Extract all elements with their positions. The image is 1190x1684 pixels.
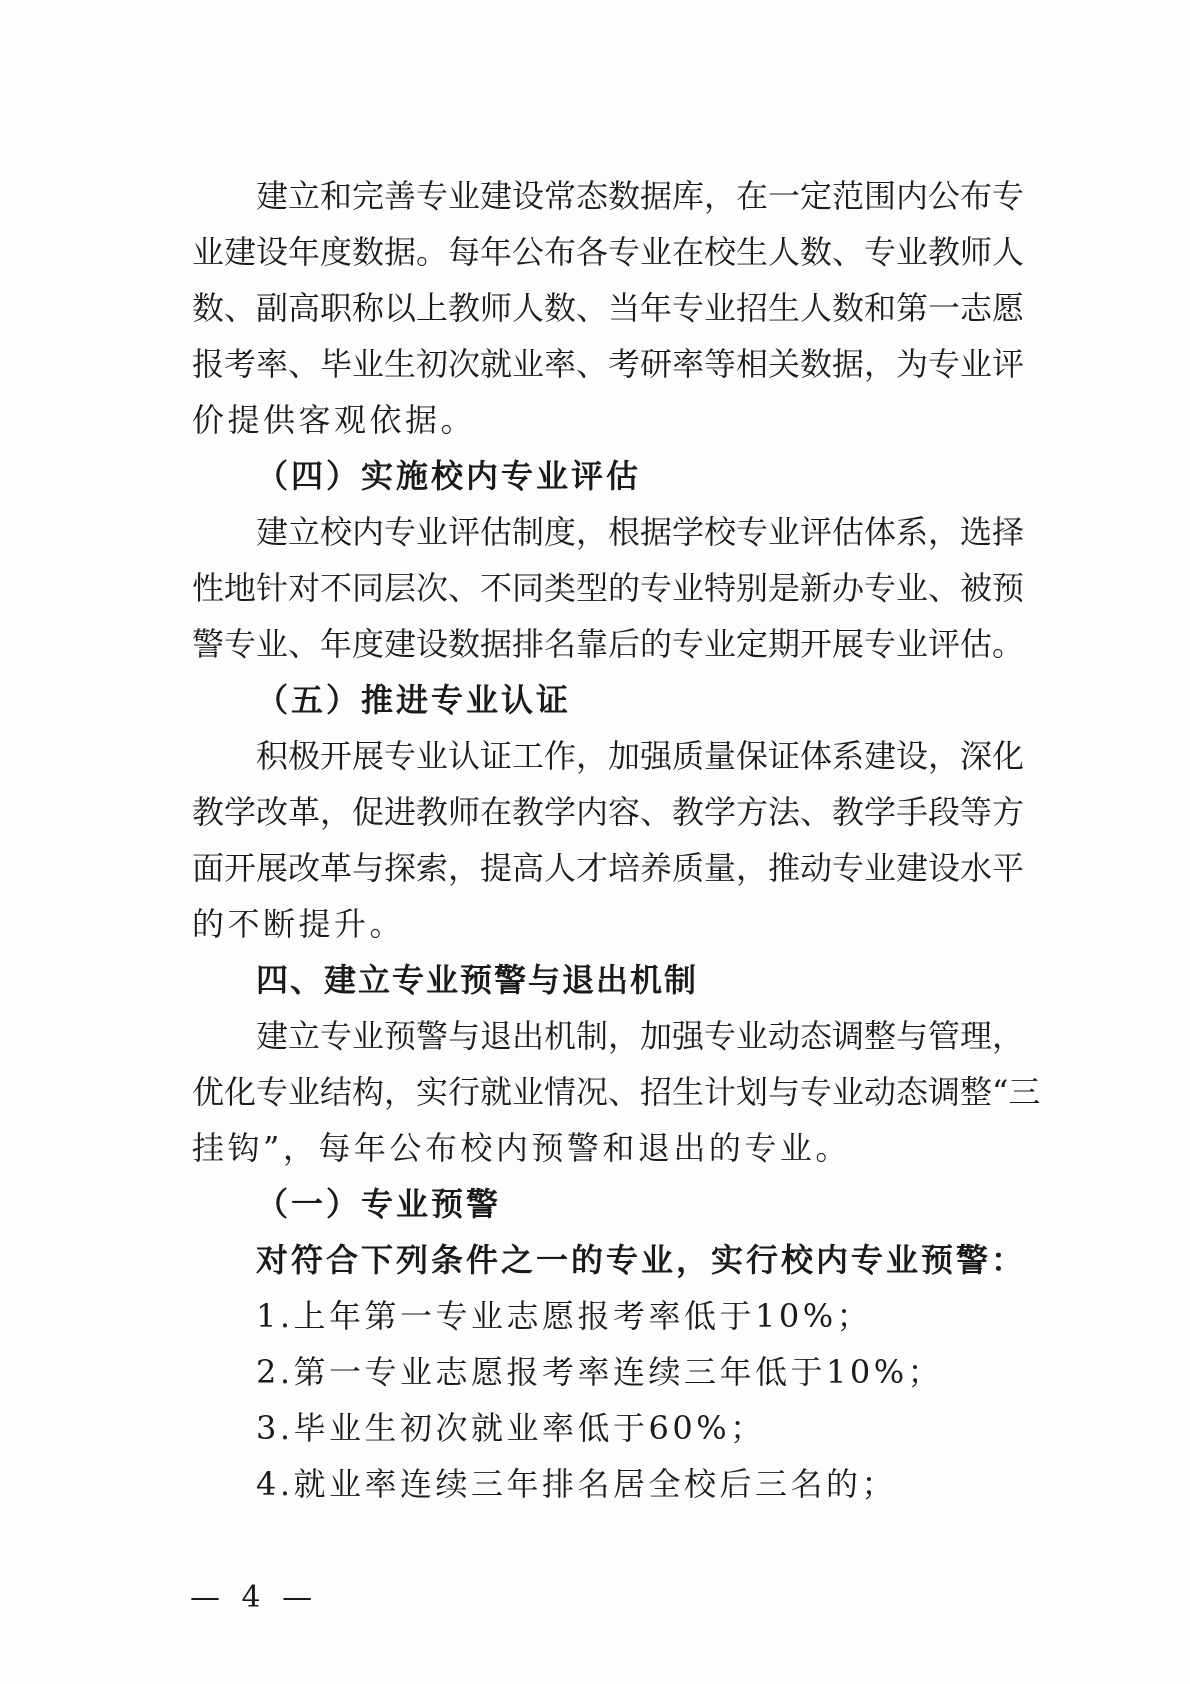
page-number: — 4 — <box>190 1580 319 1615</box>
paragraph-certification <box>192 728 1025 952</box>
text-line: 优化专业结构，实行就业情况、招生计划与专业动态调整“三 <box>192 1073 1041 1111</box>
text-line: 报考率、毕业生初次就业率、考研率等相关数据，为专业评 <box>192 345 1025 383</box>
list-item: 1.上年第一专业志愿报考率低于10%； <box>256 1297 873 1335</box>
text-line: 警专业、年度建设数据排名靠后的专业定期开展专业评估。 <box>192 625 1025 663</box>
section-heading-4: （四）实施校内专业评估 <box>256 457 642 495</box>
text-line: 面开展改革与探索，提高人才培养质量，推动专业建设水平 <box>192 849 1025 887</box>
conditions-intro: 对符合下列条件之一的专业，实行校内专业预警： <box>256 1241 1027 1279</box>
paragraph-database <box>192 168 1025 448</box>
document-body <box>192 168 1041 1512</box>
list-item: 2.第一专业志愿报考率连续三年低于10%； <box>256 1353 944 1391</box>
text-line: 挂钩”，每年公布校内预警和退出的专业。 <box>192 1129 851 1167</box>
paragraph-warning-mechanism <box>192 1008 1041 1176</box>
conditions-list <box>192 1288 1014 1512</box>
text-line: 建立专业预警与退出机制，加强专业动态调整与管理， <box>256 1017 1025 1055</box>
section-heading-1: （一）专业预警 <box>256 1185 502 1223</box>
text-line: 数、副高职称以上教师人数、当年专业招生人数和第一志愿 <box>192 289 1025 327</box>
text-line: 积极开展专业认证工作，加强质量保证体系建设，深化 <box>256 737 1025 775</box>
text-line: 教学改革，促进教师在教学内容、教学方法、教学手段等方 <box>192 793 1025 831</box>
list-item: 3.毕业生初次就业率低于60%； <box>256 1409 766 1447</box>
text-line: 性地针对不同层次、不同类型的专业特别是新办专业、被预 <box>192 569 1025 607</box>
paragraph-evaluation <box>192 504 1025 672</box>
section-heading-5: （五）推进专业认证 <box>256 681 572 719</box>
text-line: 建立和完善专业建设常态数据库，在一定范围内公布专 <box>256 177 1025 215</box>
text-line: 建立校内专业评估制度，根据学校专业评估体系，选择 <box>256 513 1025 551</box>
chapter-title-4: 四、建立专业预警与退出机制 <box>256 961 699 999</box>
text-line: 的不断提升。 <box>192 905 406 943</box>
list-item: 4.就业率连续三年排名居全校后三名的； <box>256 1465 898 1503</box>
text-line: 业建设年度数据。每年公布各专业在校生人数、专业教师人 <box>192 233 1025 271</box>
text-line: 价提供客观依据。 <box>192 401 477 439</box>
